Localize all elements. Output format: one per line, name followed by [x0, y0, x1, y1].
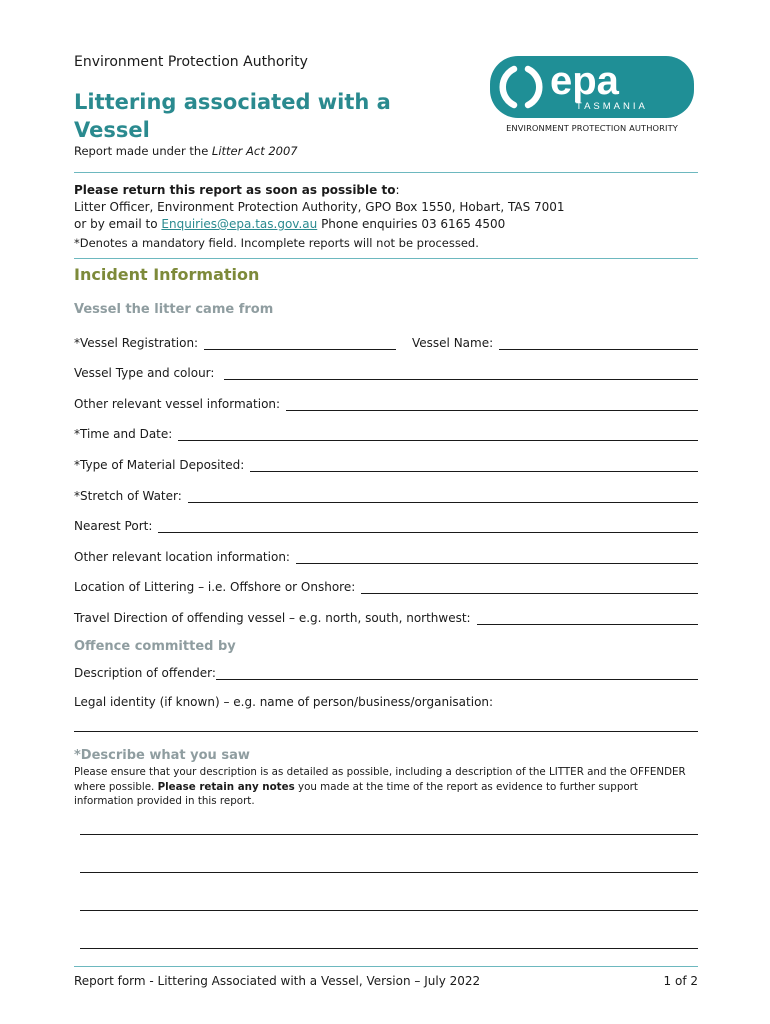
- travel-direction-label: Travel Direction of offending vessel – e.g. north, south, northwest:: [74, 611, 471, 625]
- stretch-of-water-label: *Stretch of Water:: [74, 489, 182, 503]
- subtitle-act: Litter Act 2007: [211, 144, 298, 158]
- offender-description-field[interactable]: [74, 664, 698, 680]
- subsection-heading-vessel: Vessel the litter came from: [74, 302, 274, 317]
- note-divider: [74, 258, 698, 259]
- vessel-registration-field[interactable]: [74, 334, 396, 350]
- nearest-port-field[interactable]: [74, 517, 698, 533]
- nearest-port-label: Nearest Port:: [74, 519, 153, 533]
- phone-text: Phone enquiries 03 6165 4500: [317, 217, 506, 231]
- material-type-input[interactable]: [250, 459, 698, 472]
- description-line-3[interactable]: [80, 910, 698, 911]
- return-address: Litter Officer, Environment Protection Authority, GPO Box 1550, Hobart, TAS 7001: [74, 200, 565, 214]
- logo-wordmark: epa: [550, 59, 619, 103]
- travel-direction-input[interactable]: [477, 612, 698, 625]
- vessel-type-input[interactable]: [224, 367, 698, 380]
- header-divider: [74, 172, 698, 173]
- email-link[interactable]: Enquiries@epa.tas.gov.au: [161, 217, 318, 231]
- title-line-1: Littering associated with a: [74, 90, 391, 114]
- legal-identity-input[interactable]: [74, 731, 698, 732]
- littering-location-label: Location of Littering – i.e. Offshore or Onshore:: [74, 580, 356, 594]
- other-vessel-info-field[interactable]: [74, 395, 698, 411]
- offender-description-label: Description of offender:: [74, 666, 216, 680]
- description-line-2[interactable]: [80, 872, 698, 873]
- stretch-of-water-field[interactable]: [74, 487, 698, 503]
- description-line-1[interactable]: [80, 834, 698, 835]
- travel-direction-field[interactable]: [74, 609, 698, 625]
- legal-identity-label: Legal identity (if known) – e.g. name of person/business/organisation:: [74, 695, 494, 709]
- material-type-label: *Type of Material Deposited:: [74, 458, 245, 472]
- other-location-info-input[interactable]: [296, 551, 698, 564]
- material-type-field[interactable]: [74, 456, 698, 472]
- littering-location-input[interactable]: [361, 581, 698, 594]
- logo-caption: ENVIRONMENT PROTECTION AUTHORITY: [506, 123, 678, 133]
- vessel-registration-input[interactable]: [204, 337, 396, 350]
- epa-logo-mark-icon: [490, 56, 694, 118]
- littering-location-field[interactable]: [74, 578, 698, 594]
- page-title: [74, 88, 434, 144]
- other-vessel-info-input[interactable]: [286, 398, 698, 411]
- vessel-type-field[interactable]: [74, 364, 698, 380]
- mandatory-note: *Denotes a mandatory field. Incomplete reports will not be processed.: [74, 236, 479, 250]
- vessel-registration-label: *Vessel Registration:: [74, 336, 199, 350]
- subtitle-prefix: Report made under the: [74, 144, 212, 158]
- return-contact: or by email to Enquiries@epa.tas.gov.au Phone enquiries 03 6165 4500: [74, 217, 506, 231]
- authority-name: Environment Protection Authority: [74, 54, 308, 70]
- logo-state: TASMANIA: [576, 101, 648, 112]
- footer-divider: [74, 966, 698, 967]
- stretch-of-water-input[interactable]: [188, 490, 698, 503]
- offender-description-input[interactable]: [216, 667, 698, 680]
- vessel-name-field[interactable]: [412, 334, 698, 350]
- page-number: 1 of 2: [663, 974, 698, 988]
- subsection-heading-describe: *Describe what you saw: [74, 748, 250, 763]
- return-heading-bold: Please return this report as soon as possible to: [74, 183, 396, 197]
- page-subtitle: [74, 144, 298, 158]
- epa-logo: [490, 56, 694, 118]
- subsection-heading-offence: Offence committed by: [74, 639, 236, 654]
- vessel-name-input[interactable]: [499, 337, 698, 350]
- section-heading-incident: Incident Information: [74, 265, 260, 284]
- other-vessel-info-label: Other relevant vessel information:: [74, 397, 281, 411]
- vessel-type-label: Vessel Type and colour:: [74, 366, 215, 380]
- time-date-field[interactable]: [74, 425, 698, 441]
- return-heading: Please return this report as soon as possible to:: [74, 183, 400, 197]
- title-line-2: Vessel: [74, 118, 150, 142]
- other-location-info-field[interactable]: [74, 548, 698, 564]
- time-date-label: *Time and Date:: [74, 427, 173, 441]
- describe-instructions: Please ensure that your description is as detailed as possible, including a description of the LITTER and the OFFENDER where possible. Please retain any notes you made at the time of the report as evidence to further support information provided in this report.: [74, 766, 686, 807]
- footer-form-title: Report form - Littering Associated with a Vessel, Version – July 2022: [74, 974, 481, 988]
- nearest-port-input[interactable]: [158, 520, 698, 533]
- retain-notes-bold: Please retain any notes: [157, 780, 295, 793]
- return-instructions: [74, 182, 698, 233]
- time-date-input[interactable]: [178, 428, 698, 441]
- vessel-name-label: Vessel Name:: [412, 336, 494, 350]
- other-location-info-label: Other relevant location information:: [74, 550, 290, 564]
- description-line-4[interactable]: [80, 948, 698, 949]
